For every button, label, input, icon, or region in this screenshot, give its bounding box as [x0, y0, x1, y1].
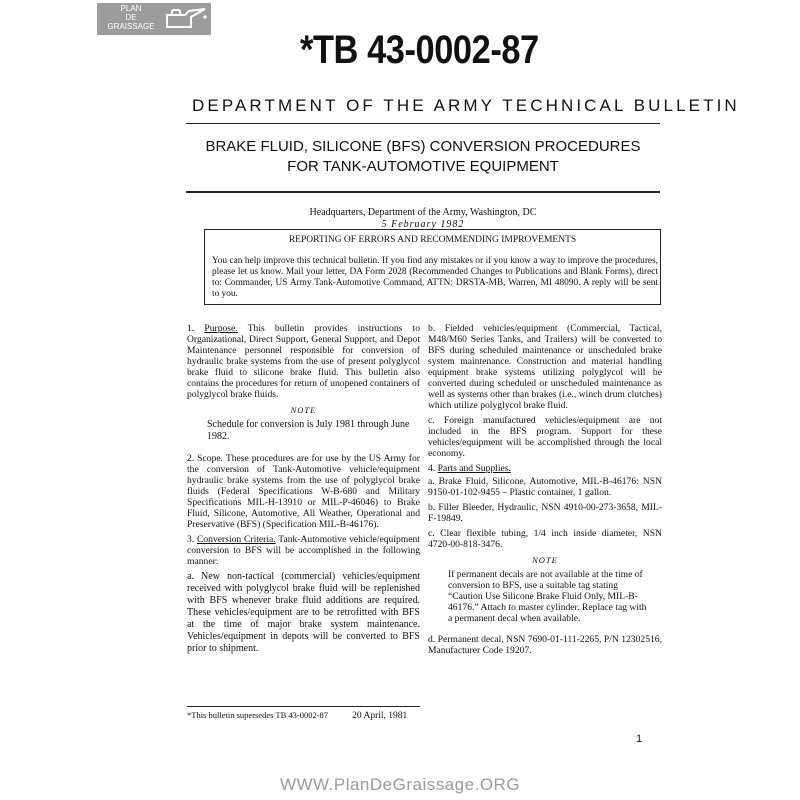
- plan-de-graissage-logo: [97, 3, 211, 35]
- paragraph-3b: b. Fielded vehicles/equipment (Commercial, Tactical, M48/M60 Series Tanks, and Trailers) will be converted to BFS during scheduled maintenance or unscheduled brake system maintenance. Construction and material handling equipment brake systems utilizing polyglycol will be converted during scheduled or unscheduled maintenance as well as systems other than brakes (i.e., winch drum clutches) which utilize polyglycol brake fluid.: [428, 323, 662, 411]
- paragraph-3a: a. New non-tactical (commercial) vehicles/equipment received with polyglycol brake fluid will be replenished with BFS whenever brake fluid additions are required. These vehicles/equipment are to be retrofitted with BFS at the time of major brake system maintenance. Vehicles/equipment in depots will be converted to BFS prior to shipment.: [187, 571, 420, 654]
- divider-top: [186, 123, 660, 124]
- website-watermark: WWW.PlanDeGraissage.ORG: [279, 775, 521, 794]
- para-number: 4.: [428, 463, 436, 474]
- paragraph-3c: c. Foreign manufactured vehicles/equipment are not included in the BFS program. Support for these vehicles/equipment will be accomplished through the local economy.: [428, 415, 662, 459]
- paragraph-4c: c. Clear flexible tubing, 1/4 inch inside diameter, NSN 4720-00-818-3476.: [428, 528, 662, 550]
- footnote-divider: [187, 706, 420, 707]
- para-text: Tank-Automotive vehicle/equipment conversion to BFS will be accomplished in the following manner:: [187, 534, 420, 567]
- para-heading: Conversion Criteria.: [196, 534, 276, 545]
- logo-line-3: GRAISSAGE: [107, 22, 155, 31]
- left-column: [187, 323, 420, 659]
- logo-line-2: DE: [125, 13, 137, 22]
- logo-line-1: PLAN: [120, 4, 142, 13]
- footnote: [187, 710, 407, 721]
- note-text: Schedule for conversion is July 1981 through June 1982.: [207, 419, 410, 442]
- headquarters-line: Headquarters, Department of the Army, Washington, DC: [309, 207, 537, 218]
- para-heading: Purpose.: [204, 323, 238, 334]
- divider-bottom: [186, 191, 660, 193]
- department-heading: DEPARTMENT OF THE ARMY TECHNICAL BULLETIN: [192, 96, 740, 115]
- box-heading: REPORTING OF ERRORS AND RECOMMENDING IMPROVEMENTS: [288, 235, 577, 245]
- right-column: [428, 323, 662, 660]
- oil-can-icon: [161, 5, 209, 33]
- bulletin-title-line-1: BRAKE FLUID, SILICONE (BFS) CONVERSION PROCEDURES: [205, 138, 641, 155]
- para-heading: Parts and Supplies.: [437, 463, 511, 474]
- paragraph-scope: 2. Scope. These procedures are for use by the US Army for the conversion of Tank-Automotive vehicle/equipment hydraulic brake systems from the use of polyglycol brake fluids (Federal Specifications W-B-680 and Military Specifications MIL-H-13910 or MIL-P-46046) to Brake Fluid, Silicone, Automotive, All Weather, Operational and Preservative (BFS) (Specification MIL-B-46176).: [187, 453, 420, 530]
- note-text: If permanent decals are not available at the time of conversion to BFS, use a suitable tag stating “Caution Use Silicone Brake Fluid Only, MIL-B-46176.” Attach to master cylinder. Replace tag with a permanent decal when available.: [448, 569, 647, 624]
- para-text: This bulletin provides instructions to Organizational, Direct Support, General Support, and Depot Maintenance personnel responsible for conversion of hydraulic brake systems from the use of present polyglycol brake fluid to silicone brake fluid. This bulletin also contains the procedures for return of unopened containers of polyglycol brake fluids.: [187, 323, 420, 400]
- footnote-date: 20 April, 1981: [352, 711, 408, 721]
- paragraph-conversion-criteria: [187, 534, 420, 567]
- bulletin-date: 5 February 1982: [381, 219, 465, 230]
- paragraph-parts-supplies: [428, 463, 662, 474]
- note-label: NOTE: [532, 555, 558, 565]
- paragraph-4b: b. Filler Bleeder, Hydraulic, NSN 4910-00-273-3658, MIL-F-19849.: [428, 502, 662, 524]
- paragraph-4a: a. Brake Fluid, Silicone, Automotive, MIL-B-46176: NSN 9150-01-102-9455 – Plastic container, 1 gallon.: [428, 476, 662, 498]
- footnote-text: *This bulletin supersedes TB 43-0002-87: [187, 710, 329, 720]
- note-label: NOTE: [290, 405, 317, 415]
- page-number: 1: [636, 733, 643, 745]
- para-number: 1.: [187, 323, 195, 334]
- para-number: 3.: [187, 534, 195, 545]
- paragraph-4d: d. Permanent decal, NSN 7690-01-111-2265, P/N 12302516, Manufacturer Code 19207.: [428, 634, 662, 656]
- box-body: You can help improve this technical bulletin. If you find any mistakes or if you know a way to improve the procedures, please let us know. Mail your letter, DA Form 2028 (Recommended Changes to Publications and Blank Forms), direct to: Commander, US Army Tank-Automotive Command, ATTN: DRSTA-MB, Warren, MI 48090. A reply will be sent to you.: [212, 256, 658, 299]
- paragraph-purpose: [187, 323, 420, 400]
- bulletin-title-line-2: FOR TANK-AUTOMOTIVE EQUIPMENT: [287, 158, 559, 175]
- document-number: *TB 43-0002-87: [300, 28, 539, 72]
- logo-text: [99, 4, 163, 31]
- reporting-errors-box: [204, 229, 661, 305]
